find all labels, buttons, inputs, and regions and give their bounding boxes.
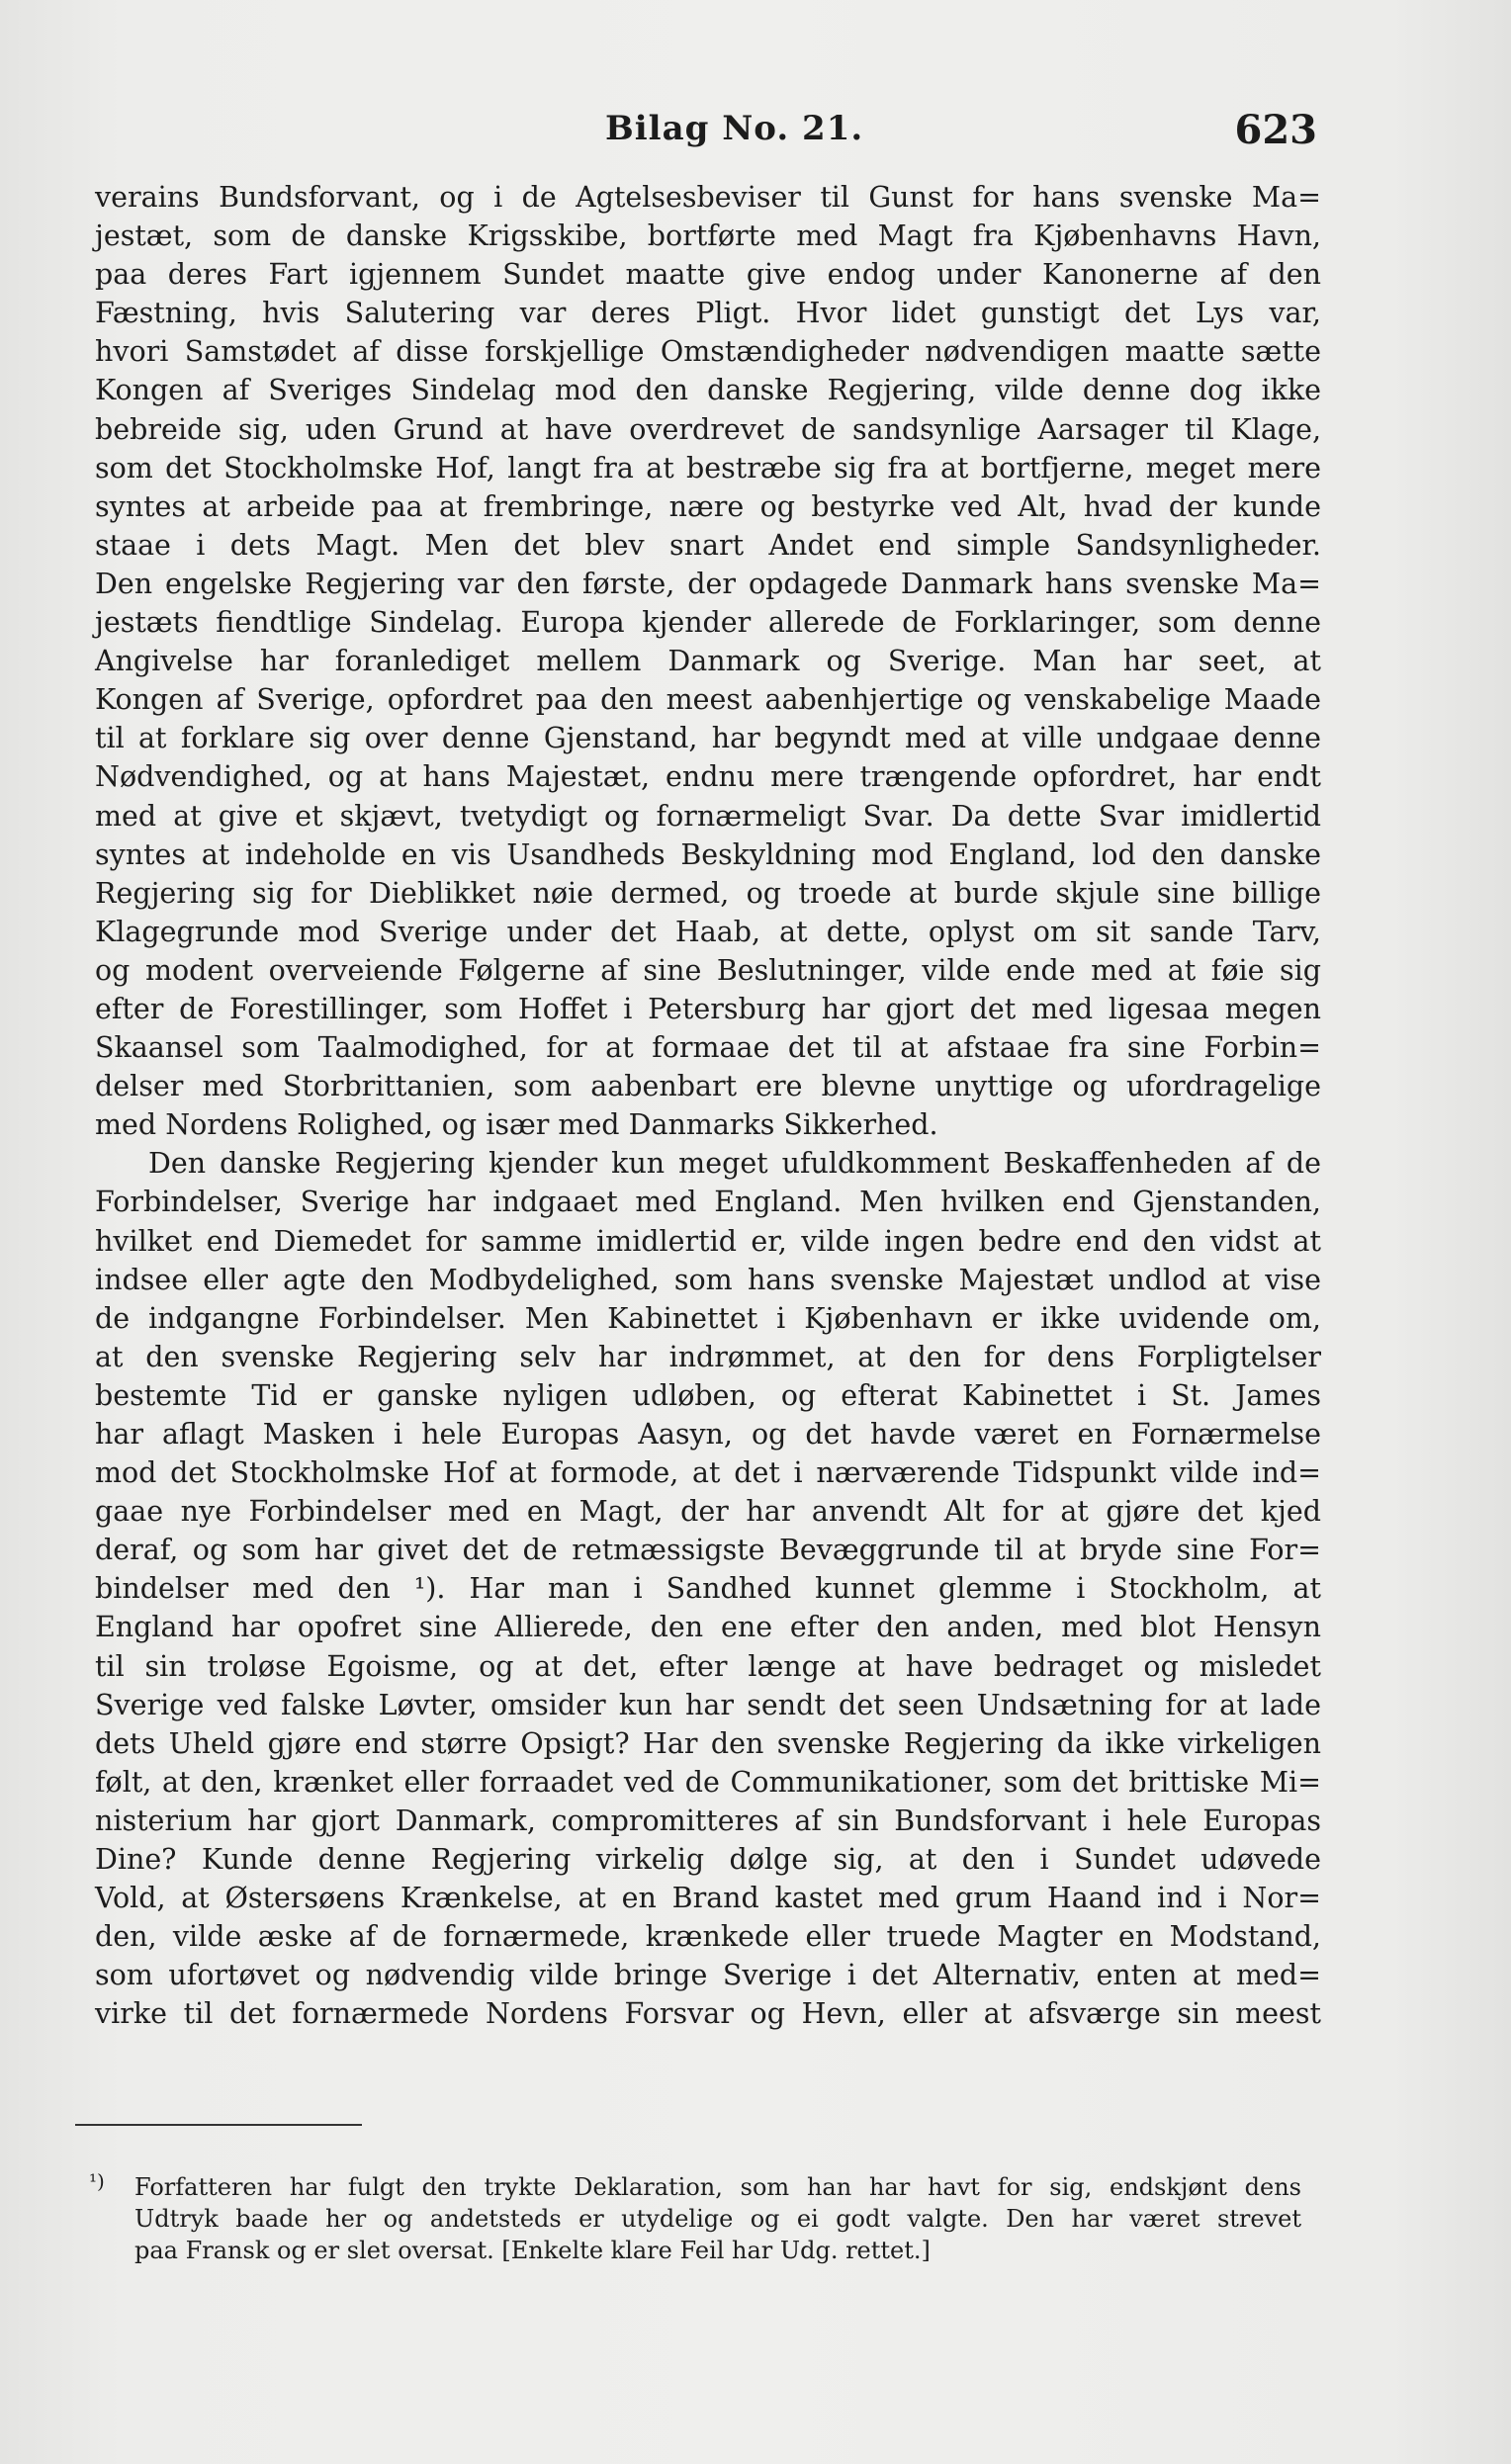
text-line: indsee eller agte den Modbydelighed, som hans svenske Majestæt undlod at vise bbox=[95, 1263, 1321, 1296]
footnote-line: paa Fransk og er slet oversat. [Enkelte klare Feil har Udg. rettet.] bbox=[134, 2237, 931, 2264]
text-line: staae i dets Magt. Men det blev snart Andet end simple Sandsynligheder. bbox=[95, 528, 1321, 562]
text-line: Kongen af Sveriges Sindelag mod den danske Regjering, vilde denne dog ikke bbox=[95, 374, 1321, 407]
text-line: bebreide sig, uden Grund at have overdrevet de sandsynlige Aarsager til Klage, bbox=[95, 412, 1321, 446]
text-line: deraf, og som har givet det de retmæssigste Bevæggrunde til at bryde sine For= bbox=[95, 1534, 1321, 1567]
text-line: efter de Forestillinger, som Hoffet i Petersburg har gjort det med ligesaa megen bbox=[95, 992, 1321, 1025]
text-line: den, vilde æske af de fornærmede, krænkede eller truede Magter en Modstand, bbox=[95, 1920, 1321, 1954]
text-line: de indgangne Forbindelser. Men Kabinettet i Kjøbenhavn er ikke uvidende om, bbox=[95, 1301, 1321, 1335]
text-line: som det Stockholmske Hof, langt fra at bestræbe sig fra at bortfjerne, meget mere bbox=[95, 451, 1321, 484]
text-line: hvilket end Diemedet for samme imidlertid er, vilde ingen bedre end den vidst at bbox=[95, 1224, 1321, 1258]
text-line: gaae nye Forbindelser med en Magt, der har anvendt Alt for at gjøre det kjed bbox=[95, 1495, 1321, 1529]
text-line: Den danske Regjering kjender kun meget ufuldkomment Beskaffenheden af de bbox=[148, 1147, 1321, 1181]
text-line: bindelser med den ¹). Har man i Sandhed kunnet glemme i Stockholm, at bbox=[95, 1572, 1321, 1606]
text-line: verains Bundsforvant, og i de Agtelsesbeviser til Gunst for hans svenske Ma= bbox=[95, 181, 1321, 214]
text-line: syntes at indeholde en vis Usandheds Beskyldning mod England, lod den danske bbox=[95, 837, 1321, 871]
text-line: delser med Storbrittanien, som aabenbart ere blevne unyttige og ufordragelige bbox=[95, 1070, 1321, 1103]
text-line: jestæt, som de danske Krigsskibe, bortførte med Magt fra Kjøbenhavns Havn, bbox=[95, 220, 1321, 253]
text-line: Sverige ved falske Løvter, omsider kun har sendt det seen Undsætning for at lade bbox=[95, 1688, 1321, 1721]
text-line: Nødvendighed, og at hans Majestæt, endnu mere trængende opfordret, har endt bbox=[95, 760, 1321, 794]
text-line: Skaansel som Taalmodighed, for at formaae det til at afstaae fra sine Forbin= bbox=[95, 1031, 1321, 1065]
footnote bbox=[89, 2171, 1301, 2266]
text-line: til sin troløse Egoisme, og at det, efter længe at have bedraget og misledet bbox=[95, 1649, 1321, 1683]
page-number: 623 bbox=[1234, 107, 1317, 153]
text-line: England har opofret sine Allierede, den ene efter den anden, med blot Hensyn bbox=[95, 1611, 1321, 1644]
text-line: Kongen af Sverige, opfordret paa den meest aabenhjertige og venskabelige Maade bbox=[95, 683, 1321, 717]
text-line: virke til det fornærmede Nordens Forsvar og Hevn, eller at afsværge sin meest bbox=[95, 1997, 1321, 2031]
text-line: paa deres Fart igjennem Sundet maatte give endog under Kanonerne af den bbox=[95, 258, 1321, 292]
text-line: Vold, at Østersøens Krænkelse, at en Brand kastet med grum Haand ind i Nor= bbox=[95, 1882, 1321, 1915]
text-line: har aflagt Masken i hele Europas Aasyn, og det havde været en Fornærmelse bbox=[95, 1418, 1321, 1451]
footnote-line-text: Forfatteren har fulgt den trykte Deklaration, som han har havt for sig, endskjønt dens bbox=[134, 2173, 1301, 2201]
text-line: Forbindelser, Sverige har indgaaet med England. Men hvilken end Gjenstanden, bbox=[95, 1186, 1321, 1219]
text-line: med Nordens Rolighed, og især med Danmarks Sikkerhed. bbox=[95, 1108, 938, 1142]
text-line: følt, at den, krænket eller forraadet ved de Communikationer, som det brittiske Mi= bbox=[95, 1765, 1321, 1799]
footnote-rule bbox=[75, 2124, 362, 2126]
body-text bbox=[95, 178, 1321, 2034]
text-line: jestæts fiendtlige Sindelag. Europa kjender allerede de Forklaringer, som denne bbox=[95, 606, 1321, 640]
running-head: Bilag No. 21. bbox=[605, 109, 864, 148]
text-line: til at forklare sig over denne Gjenstand, har begyndt med at ville undgaae denne bbox=[95, 722, 1321, 755]
text-line: og modent overveiende Følgerne af sine Beslutninger, vilde ende med at føie sig bbox=[95, 953, 1321, 987]
text-line: Den engelske Regjering var den første, der opdagede Danmark hans svenske Ma= bbox=[95, 567, 1321, 600]
text-line: nisterium har gjort Danmark, compromitteres af sin Bundsforvant i hele Europas bbox=[95, 1804, 1321, 1837]
footnote-marker: ¹) bbox=[89, 2169, 105, 2193]
text-line: hvori Samstødet af disse forskjellige Omstændigheder nødvendigen maatte sætte bbox=[95, 335, 1321, 369]
text-line: dets Uheld gjøre end større Opsigt? Har den svenske Regjering da ikke virkeligen bbox=[95, 1726, 1321, 1760]
text-line: Fæstning, hvis Salutering var deres Pligt. Hvor lidet gunstigt det Lys var, bbox=[95, 297, 1321, 330]
text-line: Dine? Kunde denne Regjering virkelig dølge sig, at den i Sundet udøvede bbox=[95, 1843, 1321, 1877]
text-line: syntes at arbeide paa at frembringe, nære og bestyrke ved Alt, hvad der kunde bbox=[95, 489, 1321, 523]
text-line: med at give et skjævt, tvetydigt og fornærmeligt Svar. Da dette Svar imidlertid bbox=[95, 799, 1321, 833]
text-line: Klagegrunde mod Sverige under det Haab, at dette, oplyst om sit sande Tarv, bbox=[95, 915, 1321, 948]
text-line: Angivelse har foranlediget mellem Danmark og Sverige. Man har seet, at bbox=[95, 645, 1321, 678]
text-line: mod det Stockholmske Hof at formode, at det i nærværende Tidspunkt vilde ind= bbox=[95, 1456, 1321, 1490]
text-line: at den svenske Regjering selv har indrømmet, at den for dens Forpligtelser bbox=[95, 1340, 1321, 1373]
footnote-line bbox=[89, 2171, 1301, 2203]
text-line: Regjering sig for Dieblikket nøie dermed, og troede at burde skjule sine billige bbox=[95, 876, 1321, 910]
text-line: bestemte Tid er ganske nyligen udløben, og efterat Kabinettet i St. James bbox=[95, 1378, 1321, 1412]
text-line: som ufortøvet og nødvendig vilde bringe Sverige i det Alternativ, enten at med= bbox=[95, 1959, 1321, 1992]
footnote-line: Udtryk baade her og andetsteds er utydelige og ei godt valgte. Den har været strevet bbox=[134, 2205, 1301, 2233]
